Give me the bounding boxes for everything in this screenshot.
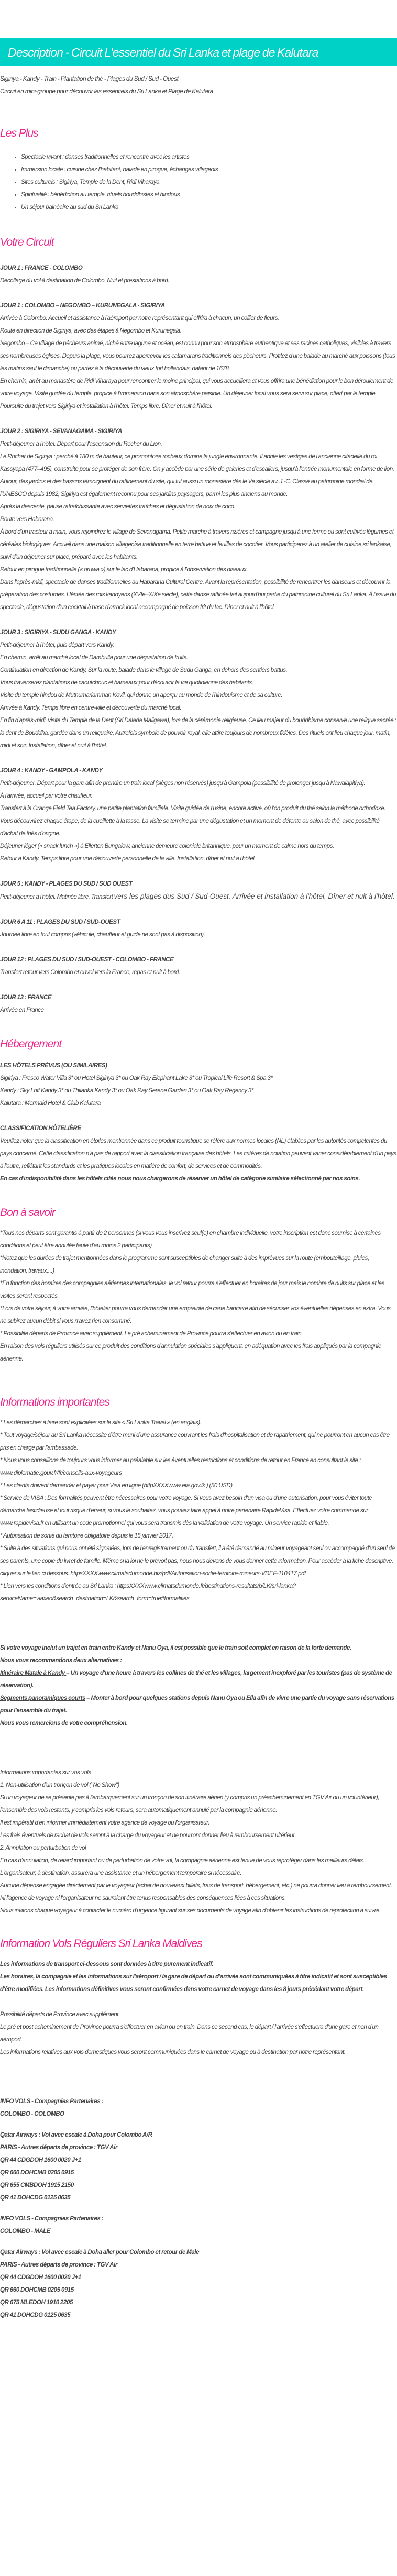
note-item: *Tous nos départs sont garantis à partir de 2 personnes (si vous vous inscrivez seul(e) en chambre individuelle, votre inscription est donc soumise à certaines conditions et peut être annulée faute d'au moins 2 participants) xyxy=(0,1230,381,1249)
day-text: En fin d'après-midi, visite du Temple de la Dent (Sri Dalada Maligawa), lors de la cérémonie religieuse. Ce lieu majeur du bouddhisme conserve une relique sacrée : la dent de Bouddha, gardée dans un reliquaire. Autrefois symbole de pouvoir royal, elle attire toujours de nombreux fidèles. Des rituels ont lieu chaque jour, matin, midi et soir. Installation, dîner et nuit à l'hôtel. xyxy=(0,717,396,749)
day-text: Route vers Habarana. xyxy=(0,516,54,523)
flight-info-line: Il est impératif d'en informer immédiatement votre agence de voyage ou l'organisateur. xyxy=(0,1820,210,1826)
flight-departures: PARIS - Autres départs de province : TGV Air xyxy=(0,2262,117,2268)
info-item: * Nous vous conseillons de toujours vous informer au préalable sur les éventuelles restrictions et conditions de retour en France en consultant le site : www.diplomatie.gouv.fr/fr/conseils-aux-voyageurs xyxy=(0,1457,361,1476)
hotel-line: Kalutara : Mermaid Hotel & Club Kalutara xyxy=(0,1100,101,1107)
day-text xyxy=(0,890,397,903)
day-text: Arrivée à Colombo. Accueil et assistance à l'aéroport par notre représentant qui offrira à chacun, un collier de fleurs. xyxy=(0,315,279,322)
day-title: JOUR 12 : PLAGES DU SUD / SUD-OUEST - COLOMBO - FRANCE xyxy=(0,957,174,963)
subtitle xyxy=(0,72,397,97)
flight-info-line: Nous invitons chaque voyageur à contacter le numéro d'urgence figurant sur ses documents de voyage afin d'obtenir les instructions de reprotection à suivre. xyxy=(0,1908,381,1914)
day-text: Route en direction de Sigiriya, avec des étapes à Negombo et Kurunegala. xyxy=(0,328,182,334)
flight-group-route: COLOMBO - COLOMBO xyxy=(0,2111,64,2117)
train-alternative-2 xyxy=(0,1692,397,1717)
day-text: Petit-déjeuner. Départ pour la gare afin de prendre un train local (sièges non réservés) jusqu'à Gampola (possibilité de prolonger jusqu'à Nawalapitiya). xyxy=(0,780,366,787)
flight-schedules xyxy=(0,2095,397,2321)
flight-info-line: 1. Non-utilisation d'un tronçon de vol ("No Show") xyxy=(0,1782,119,1788)
flight-info-block xyxy=(0,1766,397,1917)
day-block xyxy=(0,916,397,941)
day-text: En chemin, arrêt au marché local de Dambulla pour une dégustation de fruits. xyxy=(0,655,188,661)
train-intro: Si votre voyage inclut un trajet en train entre Kandy et Nanu Oya, il est possible que le train soit complet en raison de la forte demande. xyxy=(0,1645,351,1651)
province-line: Les informations relatives aux vols domestiques vous seront communiquées dans le carnet de voyage ou à destination par notre représentant. xyxy=(0,2049,346,2055)
flight-row: QR 41 DOHCDG 0125 0635 xyxy=(0,2312,71,2318)
flight-info-line: 2. Annulation ou perturbation de vol xyxy=(0,1845,86,1851)
flight-airline: Qatar Airways : Vol avec escale à Doha aller pour Colombo et retour de Male xyxy=(0,2249,200,2256)
subtitle-summary: Circuit en mini-groupe pour découvrir les essentiels du Sri Lanka et Plage de Kalutara xyxy=(0,87,213,95)
informations-block xyxy=(0,1417,397,1605)
list-item: • Immersion locale : cuisine chez l'habitant, balade en pirogue, échanges villageois xyxy=(21,163,397,176)
day-title: JOUR 1 : FRANCE - COLOMBO xyxy=(0,265,83,271)
day-block xyxy=(0,262,397,287)
flight-group-header: INFO VOLS - Compagnies Partenaires : xyxy=(0,2216,104,2222)
les-plus-list xyxy=(0,151,397,214)
info-item: * Autorisation de sortie du territoire obligatoire depuis le 15 janvier 2017. xyxy=(0,1533,173,1539)
note-item: *En fonction des horaires des compagnies aériennes internationales, le vol retour pourra s'effectuer en horaires de jour mais le nombre de nuits sur place et les visites seront respectés. xyxy=(0,1280,384,1299)
cancellation-note: En raison des vols réguliers utilisés sur ce produit des conditions d'annulation spéciales s'appliquent, en adéquation avec les frais appliqués par la compagnie aérienne. xyxy=(0,1343,381,1362)
flight-row: QR 44 CDGDOH 1600 0020 J+1 xyxy=(0,2274,81,2281)
note-item: *Notez que les durées de trajet mentionnées dans le programme sont susceptibles de changer suite à des imprévues sur la route (embouteillage, pluies, inondation, travaux,...) xyxy=(0,1255,369,1274)
heading-hebergement: Hébergement xyxy=(0,1038,62,1050)
day-block xyxy=(0,878,397,903)
flight-group-details xyxy=(0,2129,397,2204)
flight-departures: PARIS - Autres départs de province : TGV Air xyxy=(0,2144,117,2151)
day-title: JOUR 13 : FRANCE xyxy=(0,994,52,1001)
info-item: * Tout voyage/séjour au Sri Lanka nécessite d'être muni d'une assurance couvrant les frais d'hospitalisation et de rapatriement, qui ne pourront en aucun cas être pris en charge par l'ambassade. xyxy=(0,1432,390,1451)
day-title: JOUR 5 : KANDY - PLAGES DU SUD / SUD OUEST xyxy=(0,881,133,887)
train-thanks: Nous vous remercions de votre compréhension. xyxy=(0,1720,128,1727)
flight-group-header: INFO VOLS - Compagnies Partenaires : xyxy=(0,2098,104,2105)
day-text: Transfert à la Orange Field Tea Factory, une petite plantation familiale. Visite guidée de l'usine, encore active, où l'on produit du thé selon la méthode orthodoxe. Vous découvrirez chaque étape, de la cueillette à la tasse. La visite se termine par une dégustation et un moment de détente au salon de thé, avec possibilité d'achat de thés d'origine. xyxy=(0,805,386,837)
day-text: Dans l'après-midi, spectacle de danses traditionnelles au Habarana Cultural Centre. Avant la représentation, possibilité de rencontrer les danseurs et découvrir la préparation des costumes. Héritée des rois kandyens (XVIe–XIXe siècle), cette danse raffinée fait aujourd'hui partie du patrimoine culturel du Sri Lanka. À l'issue du spectacle, dégustation d'un cocktail à base d'arrack local accompagné de poisson frit du lac. Dîner et nuit à l'hôtel. xyxy=(0,579,396,611)
flight-info-line: Si un voyageur ne se présente pas à l'embarquement sur un tronçon de son itinéraire aérien (y compris un préacheminement en TGV Air ou un vol intérieur), l'ensemble des vols restants, y compris les vols retours, sera automatiquement annulé par la compagnie aérienne. xyxy=(0,1795,380,1814)
flight-row: QR 41 DOHCDG 0125 0635 xyxy=(0,2195,71,2201)
day-text: Déjeuner léger (« snack lunch ») à Ellerton Bungalow, ancienne demeure coloniale britannique, pour un moment de calme hors du temps. xyxy=(0,843,334,849)
day-text: Retour en pirogue traditionnelle (« oruwa ») sur le lac d'Habarana, propice à l'observation des oiseaux. xyxy=(0,567,248,573)
info-item: * Les démarches à faire sont explicitées sur le site « Sri Lanka Travel » (en anglais). xyxy=(0,1420,202,1426)
province-line: Possibilité départs de Province avec supplément. xyxy=(0,2011,120,2018)
info-item: * Lien vers les conditions d'entrée au Sri Lanka : httpsXXXXwww.climatsdumonde.fr/destinations-resultats/p/LK/sri-lanka?serviceName=viaxeo&search_destination=LK&search_form=true#formalities xyxy=(0,1583,296,1602)
day-block xyxy=(0,300,397,413)
flight-airline: Qatar Airways : Vol avec escale à Doha pour Colombo A/R xyxy=(0,2132,152,2138)
day-text: Retour à Kandy. Temps libre pour une découverte personnelle de la ville. Installation, dîner et nuit à l'hôtel. xyxy=(0,856,256,862)
province-line: Le pré et post acheminement de Province pourra s'effectuer en avion ou en train. Dans ce second cas, le départ / l'arrivée s'effectuera d'une gare et non d'un aéroport. xyxy=(0,2024,379,2043)
list-item: • Spiritualité : bénédiction au temple, rituels bouddhistes et hindous xyxy=(21,189,397,201)
day-text-start: Petit-déjeuner à l'hôtel. Matinée libre. Transfert xyxy=(0,894,114,900)
day-text: Transfert retour vers Colombo et envol vers la France, repas et nuit à bord. xyxy=(0,969,180,976)
vols-disclaimer-1: Les informations de transport ci-dessous sont données à titre purement indicatif. xyxy=(0,1961,214,1967)
province-block xyxy=(0,2008,397,2059)
classification-note: En cas d'indisponibilité dans les hôtels cités nous nous chargerons de réserver un hôtel de catégorie similaire sélectionné par nos soins. xyxy=(0,1176,360,1182)
day-text: Vous traverserez plantations de caoutchouc et hameaux pour découvrir la vie quotidienne des habitants. xyxy=(0,680,253,686)
day-text: À l'arrivée, accueil par votre chauffeur. xyxy=(0,793,93,799)
day-title: JOUR 3 : SIGIRIYA - SUDU GANGA - KANDY xyxy=(0,629,116,636)
description-title-bar xyxy=(0,38,397,66)
heading-bon-a-savoir: Bon à savoir xyxy=(0,1207,55,1219)
list-item: • Un séjour balnéaire au sud du Sri Lanka xyxy=(21,201,397,214)
alternative-2-text: – Monter à bord pour quelques stations depuis Nanu Oya ou Ella afin de vivre une partie du voyage sans réservations pour l'ensemble du trajet. xyxy=(0,1695,394,1714)
day-block xyxy=(0,991,397,1016)
day-text: Décollage du vol à destination de Colombo. Nuit et prestations à bord. xyxy=(0,278,170,284)
flight-row: QR 655 CMBDOH 1915 2150 xyxy=(0,2182,74,2188)
info-item: * Les clients doivent demander et payer pour Visa en ligne (httpXXXXwww.eta.gov.lk ) (50 USD) xyxy=(0,1483,233,1489)
page-title: Description - Circuit L'essentiel du Sri Lanka et plage de Kalutara xyxy=(8,45,318,59)
train-notice xyxy=(0,1642,397,1730)
flight-row: QR 675 MLEDOH 1910 2205 xyxy=(0,2299,73,2306)
day-text: Petit-déjeuner à l'hôtel. Départ pour l'ascension du Rocher du Lion. xyxy=(0,441,162,447)
day-text: Visite du temple hindou de Muthumariamman Kovil, qui donne un aperçu au monde de l'hindouisme et de sa culture. xyxy=(0,692,283,699)
day-block xyxy=(0,765,397,865)
info-item: * Service de VISA : Des formalités peuvent être nécessaires pour votre voyage. Si vous avez besoin d'un visa ou d'une autorisation, pour vous éviter toute démarche fastidieuse et tout risque d'erreur, si vous le souhaitez, vous pouvez faire appel à notre partenaire RapideVisa. Effectuez votre commande sur www.rapidevisa.fr en utilisant un code promotionnel qui vous sera transmis dès la validation de votre voyage. Un service rapide et fiable. xyxy=(0,1495,372,1527)
heading-informations-importantes: Informations importantes xyxy=(0,1396,110,1408)
day-text: Continuation en direction de Kandy. Sur la route, balade dans le village de Sudu Ganga, en dehors des sentiers battus. xyxy=(0,667,288,673)
day-block xyxy=(0,425,397,614)
alternative-1-label: Itinéraire Matale à Kandy xyxy=(0,1670,67,1676)
itinerary xyxy=(0,262,397,1016)
day-text: Petit-déjeuner à l'hôtel, puis départ vers Kandy. xyxy=(0,642,114,648)
day-text: Arrivée en France xyxy=(0,1007,44,1013)
subtitle-route: Sigiriya - Kandy - Train - Plantation de thé - Plages du Sud / Sud - Ouest xyxy=(0,75,179,82)
heading-les-plus: Les Plus xyxy=(0,127,38,139)
train-recommend: Nous vous recommandons deux alternatives : xyxy=(0,1657,122,1664)
day-text: À bord d'un tracteur à main, vous rejoindrez le village de Sevanagama. Petite marche à travers rizières et campagne jusqu'à une ferme où sont cultivés légumes et céréales biologiques. Accueil dans une maison villageoise traditionnelle en terre battue et feuilles de cocotier. Vous participerez à un atelier de cuisine sri lankaise, suivi d'un déjeuner sur place, préparé avec les habitants. xyxy=(0,529,394,560)
flight-info-line: L'organisateur, à destination, assurera une assistance et un hébergement temporaire si nécessaire. xyxy=(0,1870,242,1876)
flight-info-line: Aucune dépense engagée directement par le voyageur (achat de nouveaux billets, frais de transport, hébergement, etc.) ne pourra donner lieu à remboursement. xyxy=(0,1883,392,1889)
flight-row: QR 660 DOHCMB 0205 0915 xyxy=(0,2170,74,2176)
day-block xyxy=(0,954,397,979)
note-item: * Possibilité départs de Province avec supplément. Le pré acheminement de Province pourra s'effectuer en avion ou en train. xyxy=(0,1331,303,1337)
day-title: JOUR 1 : COLOMBO – NEGOMBO – KURUNEGALA - SIGIRIYA xyxy=(0,303,165,309)
day-text: Poursuite du trajet vers Sigiriya et installation à l'hôtel. Temps libre. Dîner et nuit à l'hôtel. xyxy=(0,403,213,410)
hotel-line: Sigiriya : Fresco Water Villa 3* ou Hotel Sigiriya 3* ou Oak Ray Elephant Lake 3* ou Tropical Life Resort & Spa 3* xyxy=(0,1075,273,1081)
flight-group-route: COLOMBO - MALE xyxy=(0,2228,51,2235)
classification-text: Veuillez noter que la classification en étoiles mentionnée dans ce produit touristique se réfère aux normes locales (NL) établies par les autorités compétentes du pays concerné. Cette classification n'a pas de rapport avec la classification française des hôtels. Les critères de notation peuvent varier considérablement d'un pays à l'autre, reflétant les standards et les pratiques locales en matière de confort, de services et de commodités. xyxy=(0,1138,396,1169)
train-alternative-1 xyxy=(0,1667,397,1692)
day-title: JOUR 4 : KANDY - GAMPOLA - KANDY xyxy=(0,768,103,774)
vols-disclaimer xyxy=(0,1958,397,1996)
alternative-1-text: – Un voyage d'une heure à travers les collines de thé et les villages, largement inexploré par les touristes (pas de système de réservation). xyxy=(0,1670,392,1689)
day-text: Negombo – Ce village de pêcheurs animé, niché entre lagune et océan, est connu pour son atmosphère authentique et ses racines catholiques, visibles à travers ses nombreuses églises. Depuis la plage, vous pourrez apercevoir les catamarans traditionnels des pêcheurs. Profitez d'une balade au marché aux poissons (tous les matins sauf le dimanche) ou partez à la découverte du vieux fort hollandais, datant de 1678. xyxy=(0,340,395,372)
flight-info-line: Ni l'agence de voyage ni l'organisateur ne sauraient être tenus responsables des conséquences liées à ces situations. xyxy=(0,1895,286,1901)
day-text: Journée libre en tout compris (véhicule, chauffeur et guide ne sont pas à disposition). xyxy=(0,932,205,938)
day-block xyxy=(0,626,397,752)
list-item: • Sites culturels : Sigiriya, Temple de la Dent, Ridi Viharaya xyxy=(21,176,397,189)
flight-group-details xyxy=(0,2246,397,2321)
hotel-line: Kandy : Sky Loft Kandy 3* ou Thilanka Kandy 3* ou Oak Ray Serene Garden 3* ou Oak Ray Regency 3* xyxy=(0,1088,254,1094)
day-title: JOUR 2 : SIGIRIYA - SEVANAGAMA - SIGIRIYA xyxy=(0,428,122,435)
note-item: *Lors de votre séjour, à votre arrivée, l'hôtelier pourra vous demander une empreinte de carte bancaire afin de sécuriser vos éventuelles dépenses en extra. Vous ne subirez aucun débit si vous n'avez rien consommé. xyxy=(0,1306,391,1324)
vols-disclaimer-2: Les horaires, la compagnie et les informations sur l'aéroport / la gare de départ ou d'arrivée sont communiquées à titre indicatif et sont susceptibles d'être modifiées. Les informations définitives vous seront confirmées dans votre carnet de voyage dans les 8 jours précédant votre départ. xyxy=(0,1974,387,1993)
heading-votre-circuit: Votre Circuit xyxy=(0,236,54,248)
alternative-2-label: Segments panoramiques courts xyxy=(0,1695,85,1701)
flight-row: QR 660 DOHCMB 0205 0915 xyxy=(0,2287,74,2293)
day-text-large: vers les plages dus Sud / Sud-Ouest. Arrivée et installation à l'hôtel. Dîner et nuit à l'hôtel. xyxy=(114,892,395,900)
day-text: Arrivée à Kandy. Temps libre en centre-ville et découverte du marché local. xyxy=(0,705,182,711)
flight-group-male xyxy=(0,2213,397,2321)
day-text: Après la descente, pause rafraîchissante avec serviettes fraîches et dégustation de noix de coco. xyxy=(0,504,236,510)
flight-info-line: Les frais éventuels de rachat de vols seront à la charge du voyageur et ne pourront donner lieu à remboursement ultérieur. xyxy=(0,1832,296,1839)
day-title: JOUR 6 A 11 : PLAGES DU SUD / SUD-OUEST xyxy=(0,919,120,925)
flight-row: QR 44 CDGDOH 1600 0020 J+1 xyxy=(0,2157,81,2163)
day-text: En chemin, arrêt au monastère de Ridi Viharaya pour rencontrer le moine principal, qui vous accueillera et vous offrira une bénédiction pour le bon déroulement de votre voyage. Visite guidée du temple, propice à l'immersion dans son atmosphère paisible. Un déjeuner local vous sera servi sur place, offert par le temple. xyxy=(0,378,393,397)
hotels-title: LES HÔTELS PRÉVUS (OU SIMILAIRES) xyxy=(0,1063,107,1069)
hebergement-block xyxy=(0,1059,397,1185)
flight-info-line: En cas d'annulation, de retard important ou de perturbation de votre vol, la compagnie aérienne est tenue de vous reprotéger dans les meilleurs délais. xyxy=(0,1858,365,1864)
classification-title: CLASSIFICATION HÔTELIÈRE xyxy=(0,1125,81,1132)
flight-group-colombo xyxy=(0,2095,397,2204)
flight-info-line: Informations importantes sur vos vols xyxy=(0,1770,91,1776)
list-item: • Spectacle vivant : danses traditionnelles et rencontre avec les artistes xyxy=(21,151,397,163)
heading-vols-reguliers: Information Vols Réguliers Sri Lanka Maldives xyxy=(0,1938,202,1950)
day-text: Le Rocher de Sigiriya : perché à 180 m de hauteur, ce promontoire rocheux domine la jungle environnante. Il abrite les vestiges de l'ancienne citadelle du roi Kassyapa (477–495), construite pour se protéger de son frère. On y accède par une série de galeries et d'escaliers, jusqu'à l'entrée monumentale en forme de lion. Autour, des jardins et des bassins témoignent du raffinement du site, qui fut aussi un monastère dès le Ve siècle av. J.-C. Classé au patrimoine mondial de l'UNESCO depuis 1982, Sigiriya est également reconnu pour ses jardins paysagers, parmi les plus anciens au monde. xyxy=(0,454,394,497)
bon-a-savoir-block xyxy=(0,1227,397,1365)
info-item: * Suite à des situations qui nous ont été signalées, lors de l'enregistrement ou du transfert, il a été demandé au mineur voyageant seul ou accompagné d'un seul de ses parents, une copie du livret de famille. Même si la loi ne le prévoit pas, nous nous devons de vous donner cette information. Pour accéder à la fiche descriptive, cliquer sur le lien ci dessous: httpsXXXXwww.climatsdumonde.biz/pdf/Autorisation-sortie-territoire-mineurs-VDEF-110417.pdf xyxy=(0,1545,395,1577)
